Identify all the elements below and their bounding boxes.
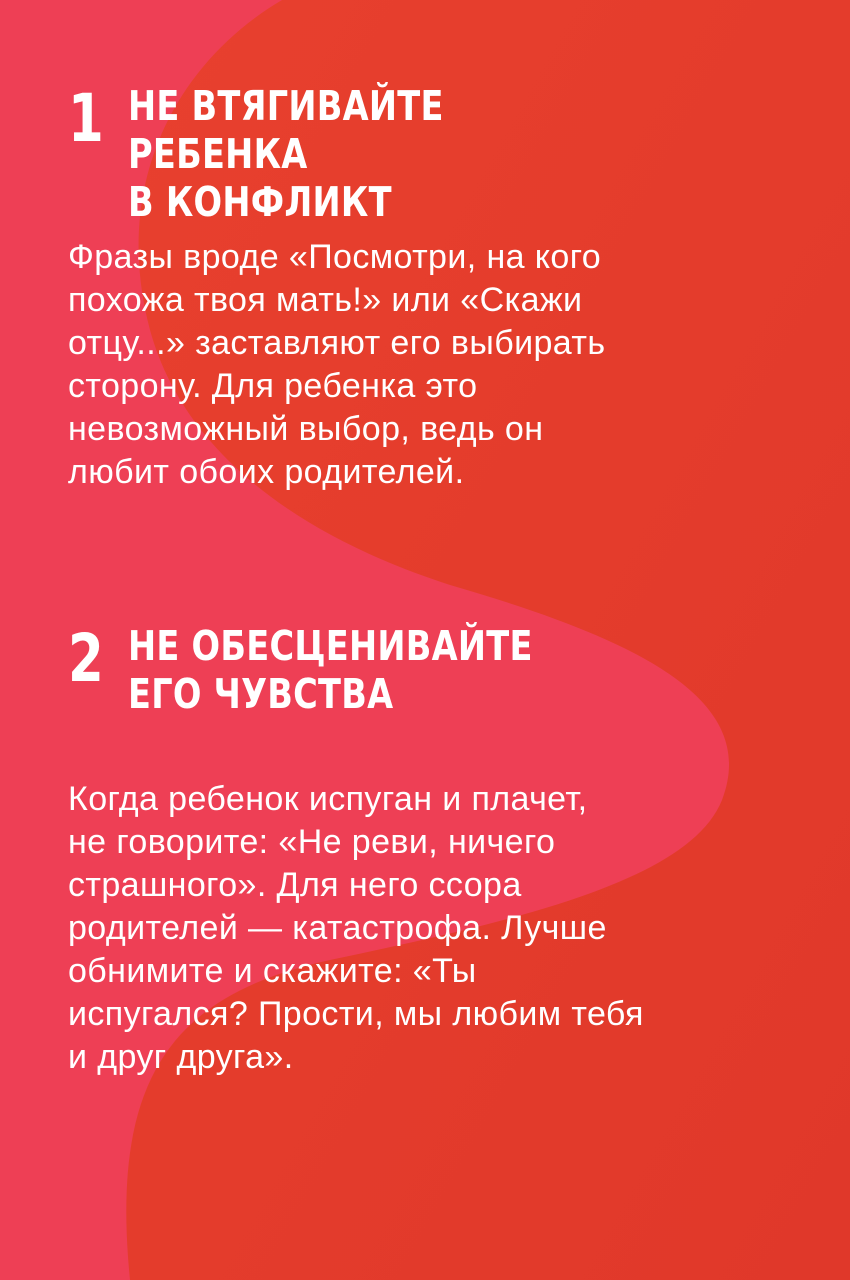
tip-1: [68, 82, 768, 528]
tip-2-header: [68, 622, 768, 732]
tip-1-body: Фразы вроде «Посмотри, на кого похожа твоя мать!» или «Скажи отцу...» заставляют его выбирать сторону. Для ребенка это невозможный выбор, ведь он любит обоих родителей.: [68, 238, 606, 491]
tip-1-number: 1: [68, 80, 104, 157]
tip-1-header: [68, 80, 768, 226]
tip-2-number: 2: [68, 620, 104, 697]
tip-2-body: Когда ребенок испуган и плачет, не говорите: «Не реви, ничего страшного». Для него ссора родителей — катастрофа. Лучше обнимите и скажите: «Ты испугался? Прости, мы любим тебя и друг друга».: [68, 780, 644, 1076]
tip-1-title: НЕ ВТЯГИВАЙТЕ РЕБЕНКА В КОНФЛИКТ: [128, 82, 444, 226]
tip-2: [68, 622, 768, 1113]
tip-2-title: НЕ ОБЕСЦЕНИВАЙТЕ ЕГО ЧУВСТВА: [128, 622, 533, 718]
